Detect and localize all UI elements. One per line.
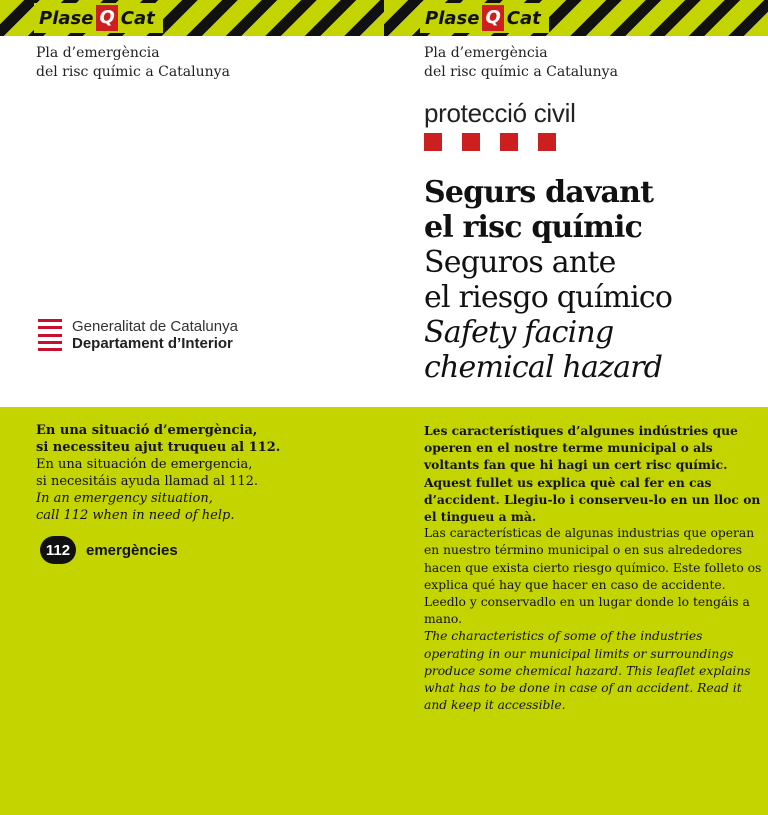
emergency-notice: En una situació d’emergència, si necessiteu ajut truqueu al 112. En una situación de emergencia, si necesitáis ayuda llamad al 112. In an emergency situation, call 112 when in need of help. (36, 423, 281, 523)
leaflet-description (424, 422, 764, 714)
red-squares-icon (424, 133, 556, 151)
cover-title: Segurs davant el risc químic Seguros ante el riesgo químico Safety facing chemical hazard (424, 175, 673, 385)
brand-q-icon: Q (482, 5, 503, 31)
description-spanish: Las características de algunas industrias que operan en nuestro término municipal o en sus alrededores hacen que exista cierto riesgo químico. Este folleto os explica qué hay que hacer en caso de accidente. Leedlo y conservadlo en un lugar donde lo tengáis a mano. (424, 526, 762, 627)
emergency-label: emergències (86, 541, 178, 559)
description-english: The characteristics of some of the industries operating in our municipal limits or surroundings produce some chemical hazard. This leaflet explains what has to be done in case of an accident. Read it and keep it accessible. (424, 629, 751, 713)
civil-protection-logo: protecció civil (424, 98, 576, 128)
plan-subtitle: Pla d’emergència del risc químic a Catalunya (424, 45, 618, 80)
brand-q-icon: Q (96, 5, 117, 31)
brand-logo: Plase Q Cat (34, 3, 163, 33)
senyera-icon (38, 319, 62, 351)
plan-subtitle: Pla d’emergència del risc químic a Catalunya (36, 45, 230, 80)
phone-112-icon: 112 (40, 536, 76, 564)
emergency-112-logo (40, 536, 178, 564)
logo-department: Departament d’Interior (72, 335, 233, 352)
generalitat-logo (38, 318, 238, 352)
brand-logo: Plase Q Cat (420, 3, 549, 33)
logo-institution: Generalitat de Catalunya (72, 318, 238, 335)
front-cover-panel (384, 0, 768, 815)
description-catalan: Les característiques d’algunes indústries que operen en el nostre terme municipal o als voltants fan que hi hagi un cert risc químic. Aquest fullet us explica què cal fer en cas d’accident. Llegiu-lo i conserveu-lo en un lloc on el tingueu a mà. (424, 423, 761, 525)
